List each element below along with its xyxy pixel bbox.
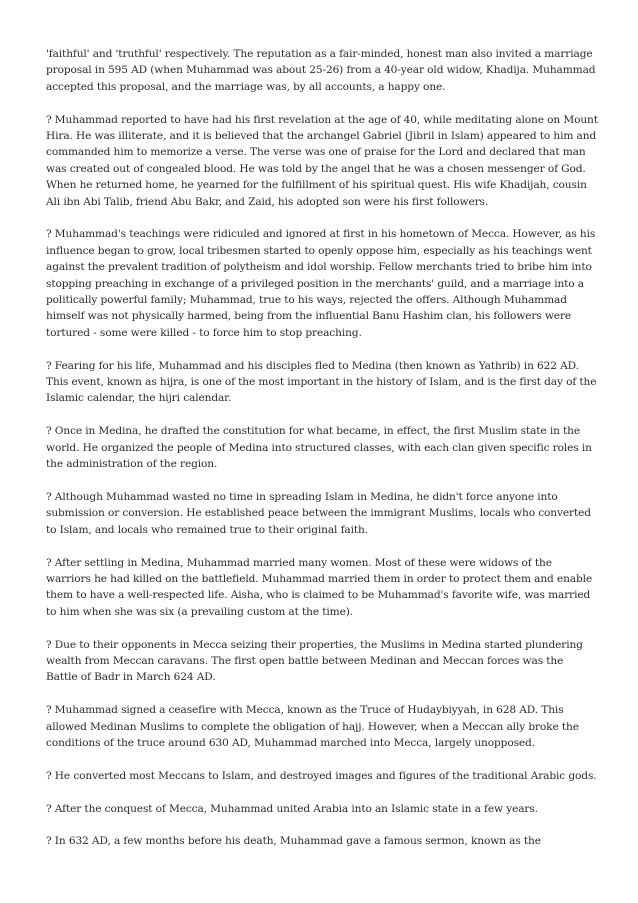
- paragraph-peace-medina: ? Although Muhammad wasted no time in spreading Islam in Medina, he didn't force anyone into submission or conversion. He established peace between the immigrant Muslims, locals who converted to Islam, and locals who remained true to their original faith.: [46, 490, 591, 536]
- paragraph-medina-constitution: ? Once in Medina, he drafted the constitution for what became, in effect, the first Muslim state in the world. He organized the people of Medina into structured classes, with each clan given specific roles in the administration of the region.: [46, 425, 592, 471]
- paragraph-battle-badr: ? Due to their opponents in Mecca seizing their properties, the Muslims in Medina started plundering wealth from Meccan caravans. The first open battle between Medinan and Meccan forces was the Battle of Badr in March 624 AD.: [46, 638, 583, 684]
- document-page: [46, 46, 598, 866]
- paragraph-teachings-mecca: ? Muhammad's teachings were ridiculed and ignored at first in his hometown of Mecca. However, as his influence began to grow, local tribesmen started to openly oppose him, especially as his teachings went against the prevalent tradition of polytheism and idol worship. Fellow merchants tried to bribe him into stopping preaching in exchange of a privileged position in the merchants' guild, and a marriage into a politically powerful family; Muhammad, true to his ways, rejected the offers. Although Muhammad himself was not physically harmed, being from the influential Banu Hashim clan, his followers were tortured - some were killed - to force him to stop preaching.: [46, 228, 596, 339]
- paragraph-converted-meccans: ? He converted most Meccans to Islam, and destroyed images and figures of the traditional Arabic gods.: [46, 769, 597, 782]
- paragraph-united-arabia: ? After the conquest of Mecca, Muhammad united Arabia into an Islamic state in a few years.: [46, 802, 538, 815]
- paragraph-marriage: 'faithful' and 'truthful' respectively. The reputation as a fair-minded, honest man also invited a marriage proposal in 595 AD (when Muhammad was about 25-26) from a 40-year old widow, Khadija. Muhammad accepted this proposal, and the marriage was, by all accounts, a happy one.: [46, 48, 596, 93]
- paragraph-famous-sermon: ? In 632 AD, a few months before his death, Muhammad gave a famous sermon, known as the: [46, 835, 541, 848]
- paragraph-hijra: ? Fearing for his life, Muhammad and his disciples fled to Medina (then known as Yathrib) in 622 AD. This event, known as hijra, is one of the most important in the history of Islam, and is the first day of the Islamic calendar, the hijri calendar.: [46, 359, 597, 405]
- paragraph-first-revelation: ? Muhammad reported to have had his first revelation at the age of 40, while meditating alone on Mount Hira. He was illiterate, and it is believed that the archangel Gabriel (Jibril in Islam) appeared to him and commanded him to memorize a verse. The verse was one of praise for the Lord and declared that man was created out of congealed blood. He was told by the angel that he was a chosen messenger of God. When he returned home, he yearned for the fulfillment of his spiritual quest. His wife Khadijah, cousin Ali ibn Abi Talib, friend Abu Bakr, and Zaid, his adopted son were his first followers.: [46, 113, 598, 208]
- paragraph-truce-hudaybiyyah: ? Muhammad signed a ceasefire with Mecca, known as the Truce of Hudaybiyyah, in 628 AD. This allowed Medinan Muslims to complete the obligation of hajj. However, when a Meccan ally broke the conditions of the truce around 630 AD, Muhammad marched into Mecca, largely unopposed.: [46, 704, 579, 749]
- paragraph-marriages: ? After settling in Medina, Muhammad married many women. Most of these were widows of the warriors he had killed on the battlefield. Muhammad married them in order to protect them and enable them to have a well-respected life. Aisha, who is claimed to be Muhammad's favorite wife, was married to him when she was six (a prevailing custom at the time).: [46, 556, 593, 618]
